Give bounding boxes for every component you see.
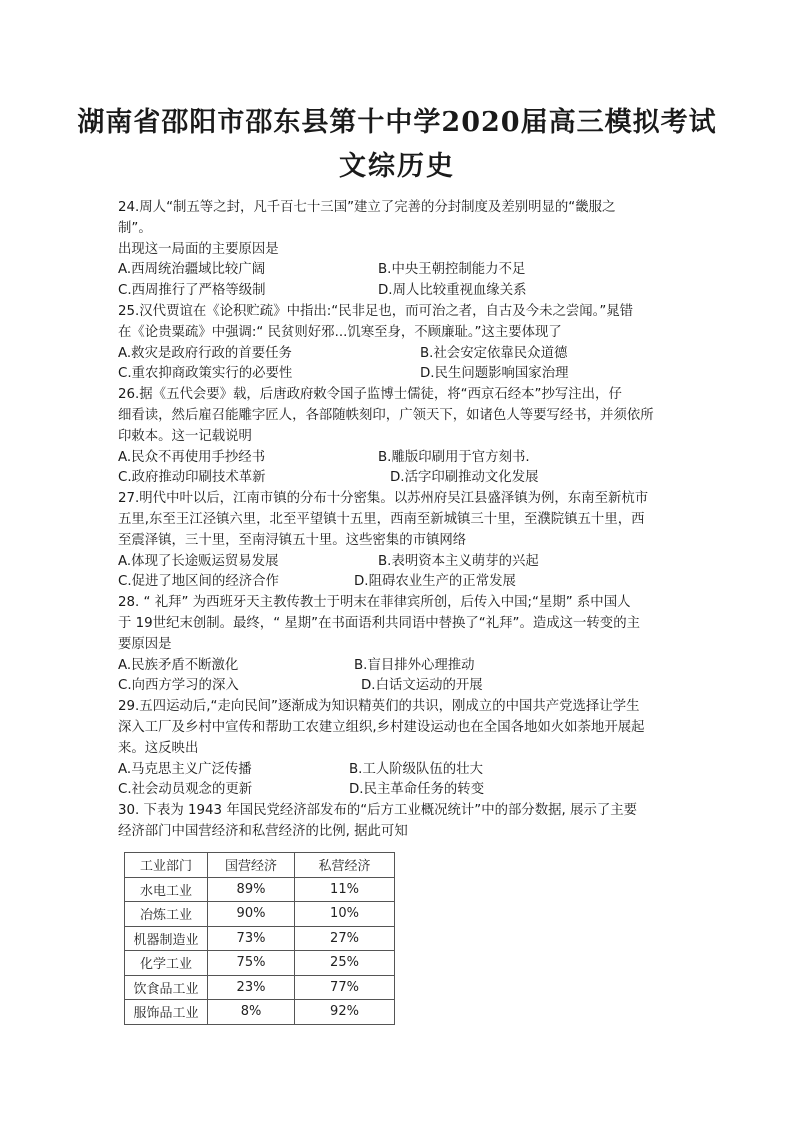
question-27-option-d: D.阻碍农业生产的正常发展: [354, 574, 516, 590]
question-body: [118, 198, 678, 843]
table-header-row: [125, 853, 395, 878]
table-cell: 73%: [208, 926, 295, 951]
question-27-stem-line1: 27.明代中叶以后，江南市镇的分布十分密集。以苏州府吴江县盛泽镇为例，东南至新杭市: [118, 491, 649, 507]
table-cell: 机器制造业: [125, 926, 208, 951]
question-24-options-row1: [118, 260, 678, 281]
table-cell: 90%: [208, 902, 295, 927]
question-26-option-c: C.政府推动印刷技术革新: [118, 470, 266, 486]
question-25-stem-line2: 在《论贵粟疏》中强调:“ 民贫则好邪...饥寒至身，不顾廉耻。”这主要体现了: [118, 324, 562, 340]
question-27-options-row1: [118, 552, 678, 573]
question-28-option-c: C.向西方学习的深入: [118, 678, 239, 694]
question-25-option-c: C.重农抑商政策实行的必要性: [118, 366, 293, 382]
question-27-options-row2: [118, 572, 678, 593]
question-26-option-d: D.活字印刷推动文化发展: [390, 470, 539, 486]
table-cell: 92%: [295, 1000, 395, 1025]
question-26-option-a: A.民众不再使用手抄经书: [118, 449, 266, 465]
question-29-option-d: D.民主革命任务的转变: [349, 782, 485, 798]
question-27-option-c: C.促进了地区间的经济合作: [118, 574, 279, 590]
question-29-options-row1: [118, 760, 678, 781]
question-25-option-a: A.救灾是政府行政的首要任务: [118, 345, 292, 361]
table-header-cell: 国营经济: [208, 853, 295, 878]
question-27-option-a: A.体现了长途贩运贸易发展: [118, 553, 279, 569]
question-29-stem-line1: 29.五四运动后,“走向民间”逐渐成为知识精英们的共识，刚成立的中国共产党选择让学生: [118, 699, 640, 715]
table-cell: 75%: [208, 951, 295, 976]
question-25-options-row2: [118, 364, 678, 385]
question-24-option-a: A.西周统治疆域比较广阔: [118, 262, 266, 278]
table-cell: 冶炼工业: [125, 902, 208, 927]
table-cell: 11%: [295, 877, 395, 902]
question-29-options-row2: [118, 780, 678, 801]
page-subtitle: 文综历史: [339, 151, 455, 182]
table-cell: 25%: [295, 951, 395, 976]
page-title: 湖南省邵阳市邵东县第十中学2020届高三模拟考试: [77, 107, 717, 138]
question-24-stem-line1: 24.周人“制五等之封，凡千百七十三国”建立了完善的分封制度及差别明显的“畿服之: [118, 200, 616, 215]
question-28-options-row1: [118, 656, 678, 677]
question-25-stem-line1: 25.汉代贾谊在《论积贮疏》中指出:“民非足也，而可治之者，自古及今未之尝闻。”晁错: [118, 303, 634, 319]
question-26-stem-line1: 26.据《五代会要》载，后唐政府敕令国子监博士儒徒，将“西京石经本”抄写注出，仔: [118, 387, 622, 403]
table-cell: 10%: [295, 902, 395, 927]
question-27-stem-line2: 五里,东至王江泾镇六里，北至平望镇十五里，西南至新城镇三十里，至濮院镇五十里，西: [118, 511, 645, 527]
table-row: [125, 877, 395, 902]
question-26-stem-line3: 印敕本。这一记载说明: [118, 428, 252, 444]
table-row: [125, 975, 395, 1000]
table-cell: 8%: [208, 1000, 295, 1025]
table-cell: 水电工业: [125, 877, 208, 902]
question-25-option-b: B.社会安定依靠民众道德: [420, 345, 568, 361]
question-24-stem-line2: 制”。: [118, 220, 152, 236]
question-26-options-row1: [118, 448, 678, 469]
table-header-cell: 私营经济: [295, 853, 395, 878]
table-row: [125, 902, 395, 927]
question-25-options-row1: [118, 344, 678, 365]
table-row: [125, 951, 395, 976]
question-26-option-b: B.雕版印刷用于官方刻书.: [378, 449, 530, 465]
question-27-option-b: B.表明资本主义萌芽的兴起: [378, 553, 539, 569]
question-29-option-c: C.社会动员观念的更新: [118, 782, 253, 798]
question-29-stem-line3: 来。这反映出: [118, 740, 199, 756]
question-28-stem-line2: 于 19世纪末创制。最终，“ 星期”在书面语利共同语中替换了“礼拜”。造成这一转变的主: [118, 615, 640, 631]
question-28-options-row2: [118, 676, 678, 697]
table-cell: 89%: [208, 877, 295, 902]
question-28-stem-line1: 28. “ 礼拜” 为西班牙天主教传教士于明末在菲律宾所创，后传入中国;“星期” 系中国人: [118, 595, 631, 611]
question-29-option-b: B.工人阶级队伍的壮大: [349, 761, 483, 777]
question-24-option-b: B.中央王朝控制能力不足: [378, 262, 526, 278]
table-cell: 23%: [208, 975, 295, 1000]
question-24-option-d: D.周人比较重视血缘关系: [378, 283, 527, 299]
question-24-stem-line3: 出现这一局面的主要原因是: [118, 241, 279, 257]
table-cell: 27%: [295, 926, 395, 951]
question-30-stem-line1: 30. 下表为 1943 年国民党经济部发布的“后方工业概况统计”中的部分数据, 展示了主要: [118, 803, 638, 819]
question-25-option-d: D.民生问题影响国家治理: [420, 366, 569, 382]
industry-ratio-table: [124, 852, 395, 1025]
question-24-option-c: C.西周推行了严格等级制: [118, 283, 266, 299]
question-28-option-b: B.盲目排外心理推动: [354, 657, 475, 673]
question-29-option-a: A.马克思主义广泛传播: [118, 761, 252, 777]
question-27-stem-line3: 至震泽镇，三十里，至南浔镇五十里。这些密集的市镇网络: [118, 532, 467, 548]
question-26-options-row2: [118, 468, 678, 489]
question-26-stem-line2: 细看读，然后雇召能雕字匠人，各部随帙刻印，广领天下，如诸色人等要写经书，并须依所: [118, 407, 654, 423]
question-28-stem-line3: 要原因是: [118, 636, 172, 652]
table-row: [125, 1000, 395, 1025]
table-cell: 服饰品工业: [125, 1000, 208, 1025]
question-24-options-row2: [118, 281, 678, 302]
table-cell: 化学工业: [125, 951, 208, 976]
question-30-stem-line2: 经济部门中国营经济和私营经济的比例, 据此可知: [118, 823, 408, 839]
table-header-cell: 工业部门: [125, 853, 208, 878]
question-28-option-a: A.民族矛盾不断激化: [118, 657, 239, 673]
table-row: [125, 926, 395, 951]
table-cell: 饮食品工业: [125, 975, 208, 1000]
table-cell: 77%: [295, 975, 395, 1000]
question-28-option-d: D.白话文运动的开展: [361, 678, 483, 694]
question-29-stem-line2: 深入工厂及乡村中宣传和帮助工农建立组织,乡村建设运动也在全国各地如火如荼地开展起: [118, 719, 645, 735]
